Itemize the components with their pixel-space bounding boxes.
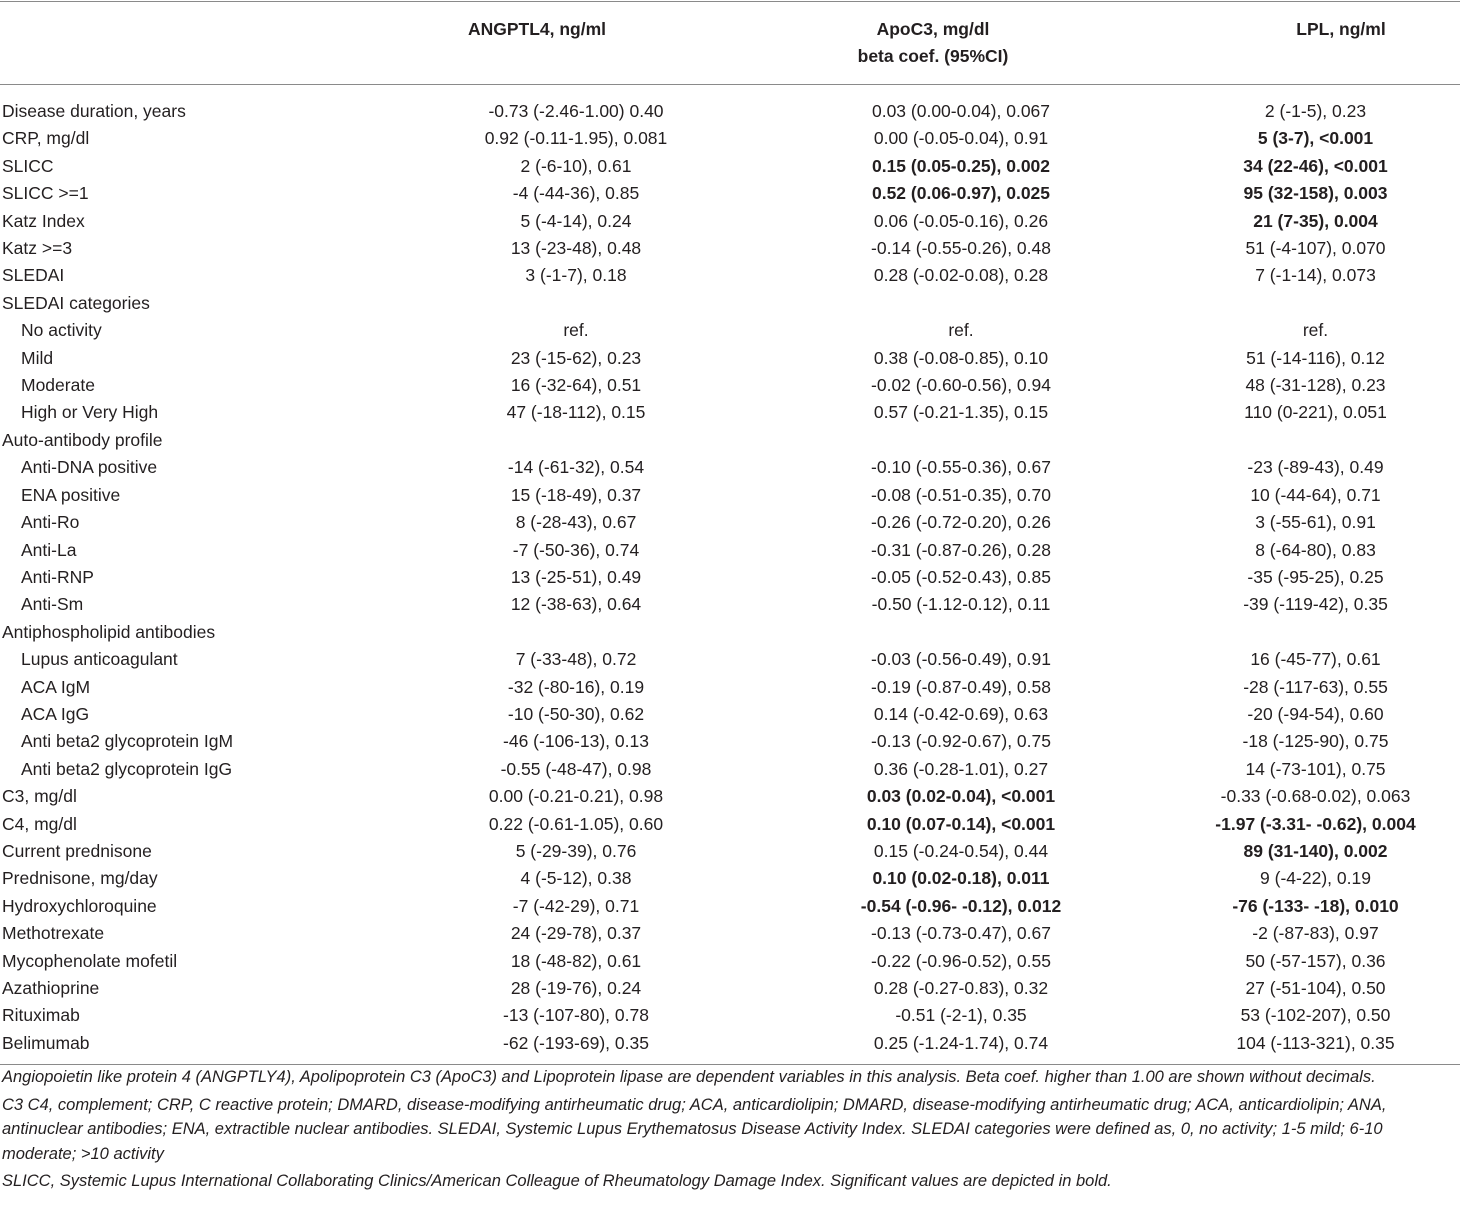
footnote-2: C3 C4, complement; CRP, C reactive protein; DMARD, disease-modifying antirheumatic drug; ACA, anticardiolipin; DMARD, disease-modifying antirheumatic drug; ACA, anticardiolipin; ANA, antinuclear antibodies; ENA, extractible nuclear antibodies. SLEDAI, Systemic Lupus Erythematosus Disease Activity Index. SLEDAI categories were defined as, 0, no activity; 1-5 mild; 6-10 moderate; >10 activity [2, 1095, 1387, 1163]
row-label: Antiphospholipid antibodies [2, 621, 216, 642]
cell-lpl: 3 (-55-61), 0.91 [1255, 512, 1376, 533]
table-row [0, 427, 1460, 454]
cell-angptl4 [401, 290, 751, 317]
row-label: SLICC >=1 [2, 183, 89, 204]
table-row [0, 317, 1460, 344]
row-label: Belimumab [2, 1032, 90, 1053]
cell-angptl4: -14 (-61-32), 0.54 [507, 457, 645, 478]
cell-apoc3: 0.10 (0.07-0.14), <0.001 [866, 813, 1056, 834]
table-row [0, 811, 1460, 838]
row-label: ACA IgM [21, 676, 91, 697]
cell-lpl: 27 (-51-104), 0.50 [1245, 978, 1386, 998]
cell-apoc3: -0.22 (-0.96-0.52), 0.55 [871, 950, 1051, 971]
table-row [0, 208, 1460, 235]
cell-lpl: 10 (-44-64), 0.71 [1250, 484, 1381, 505]
table-row [0, 509, 1460, 536]
row-label: Mycophenolate mofetil [2, 950, 178, 971]
cell-angptl4: -7 (-42-29), 0.71 [512, 895, 640, 916]
cell-angptl4: -10 (-50-30), 0.62 [507, 703, 645, 724]
cell-lpl: 14 (-73-101), 0.75 [1245, 758, 1386, 779]
table-row [0, 728, 1460, 755]
cell-angptl4: 0.92 (-0.11-1.95), 0.081 [484, 128, 668, 149]
cell-apoc3: -0.50 (-1.12-0.12), 0.11 [871, 594, 1051, 615]
table-row [0, 125, 1460, 152]
cell-angptl4 [401, 619, 751, 646]
table-row [0, 454, 1460, 481]
table-row [0, 98, 1460, 125]
cell-apoc3 [751, 619, 1171, 646]
row-label: ACA IgG [21, 703, 90, 724]
row-label: Auto-antibody profile [2, 429, 163, 450]
table-row [0, 399, 1460, 426]
header-lpl: LPL, ng/ml [1296, 19, 1386, 39]
cell-angptl4: 4 (-5-12), 0.38 [520, 868, 632, 889]
row-label: C3, mg/dl [2, 786, 77, 807]
cell-apoc3: -0.14 (-0.55-0.26), 0.48 [871, 238, 1051, 259]
row-label: Anti-DNA positive [21, 457, 158, 478]
table-row [0, 591, 1460, 618]
cell-lpl: -1.97 (-3.31- -0.62), 0.004 [1215, 813, 1416, 834]
table-row [0, 865, 1460, 892]
cell-apoc3: -0.03 (-0.56-0.49), 0.91 [871, 649, 1051, 670]
cell-angptl4: 5 (-29-39), 0.76 [515, 840, 637, 861]
cell-lpl: 8 (-64-80), 0.83 [1255, 539, 1376, 560]
cell-lpl: 34 (22-46), <0.001 [1243, 155, 1388, 176]
footnote-1: Angiopoietin like protein 4 (ANGPTLY4), Apolipoprotein C3 (ApoC3) and Lipoprotein lipase are dependent variables in this analysis. Beta coef. higher than 1.00 are shown without decimals. [2, 1068, 1376, 1087]
cell-lpl: 51 (-4-107), 0.070 [1245, 238, 1386, 259]
cell-angptl4: 2 (-6-10), 0.61 [520, 155, 632, 176]
table-row [0, 564, 1460, 591]
cell-apoc3: -0.02 (-0.60-0.56), 0.94 [871, 375, 1051, 396]
cell-lpl: ref. [1302, 320, 1329, 341]
cell-lpl: 16 (-45-77), 0.61 [1250, 649, 1381, 670]
cell-angptl4: -7 (-50-36), 0.74 [512, 539, 640, 560]
footnote-3: SLICC, Systemic Lupus International Collaborating Clinics/American Colleague of Rheumatology Damage Index. Significant values are depicted in bold. [2, 1172, 1112, 1191]
cell-angptl4: -62 (-193-69), 0.35 [503, 1032, 649, 1053]
cell-lpl [1171, 427, 1460, 454]
cell-angptl4: -46 (-106-13), 0.13 [503, 731, 649, 752]
cell-lpl: 53 (-102-207), 0.50 [1240, 1005, 1391, 1026]
table-row [0, 893, 1460, 920]
cell-angptl4: 7 (-33-48), 0.72 [515, 649, 637, 670]
cell-lpl: -76 (-133- -18), 0.010 [1232, 895, 1399, 916]
table-row [0, 482, 1460, 509]
cell-apoc3: 0.28 (-0.27-0.83), 0.32 [873, 978, 1049, 998]
row-label: C4, mg/dl [2, 813, 77, 834]
cell-angptl4: 8 (-28-43), 0.67 [515, 512, 637, 533]
cell-apoc3: ref. [948, 320, 974, 341]
row-label: Lupus anticoagulant [21, 649, 178, 670]
table-row [0, 948, 1460, 975]
cell-apoc3: 0.06 (-0.05-0.16), 0.26 [873, 210, 1049, 231]
row-label: Rituximab [2, 1005, 80, 1026]
cell-apoc3: -0.51 (-2-1), 0.35 [895, 1005, 1027, 1026]
results-table [0, 1, 1460, 1194]
cell-lpl [1171, 290, 1460, 317]
cell-lpl: -2 (-87-83), 0.97 [1252, 923, 1379, 944]
row-label: Moderate [21, 375, 95, 396]
cell-angptl4: 13 (-25-51), 0.49 [510, 566, 642, 587]
row-label: Hydroxychloroquine [2, 895, 157, 916]
cell-apoc3: 0.15 (-0.24-0.54), 0.44 [873, 840, 1049, 861]
cell-lpl: 89 (31-140), 0.002 [1243, 840, 1388, 861]
cell-apoc3: 0.10 (0.02-0.18), 0.011 [872, 868, 1050, 889]
row-label: Anti beta2 glycoprotein IgM [21, 731, 234, 752]
cell-angptl4: 47 (-18-112), 0.15 [506, 402, 646, 423]
row-label: Anti-Ro [21, 512, 80, 533]
cell-angptl4: -13 (-107-80), 0.78 [503, 1005, 649, 1026]
cell-apoc3: 0.38 (-0.08-0.85), 0.10 [873, 347, 1049, 368]
table-row [0, 920, 1460, 947]
cell-apoc3 [751, 427, 1171, 454]
cell-angptl4 [401, 427, 751, 454]
cell-angptl4: 16 (-32-64), 0.51 [510, 375, 642, 396]
cell-apoc3: -0.13 (-0.92-0.67), 0.75 [871, 731, 1051, 752]
table-row [0, 619, 1460, 646]
header-apoc3 [783, 16, 1083, 70]
cell-apoc3: 0.36 (-0.28-1.01), 0.27 [873, 758, 1049, 779]
table-row [0, 180, 1460, 207]
table-row [0, 345, 1460, 372]
cell-apoc3: 0.57 (-0.21-1.35), 0.15 [873, 402, 1049, 423]
row-label: Katz >=3 [2, 238, 73, 259]
header-apoc3-line1: ApoC3, mg/dl [876, 19, 990, 39]
cell-apoc3: 0.03 (0.02-0.04), <0.001 [866, 786, 1056, 807]
table-row [0, 153, 1460, 180]
cell-apoc3: 0.00 (-0.05-0.04), 0.91 [873, 128, 1049, 149]
table-row [0, 756, 1460, 783]
table-row [0, 838, 1460, 865]
cell-apoc3: -0.26 (-0.72-0.20), 0.26 [871, 512, 1051, 533]
row-label: SLEDAI [2, 265, 65, 286]
cell-lpl: -0.33 (-0.68-0.02), 0.063 [1220, 786, 1411, 807]
row-label: Current prednisone [2, 840, 152, 861]
table-footnotes [0, 1065, 1458, 1194]
table-row [0, 674, 1460, 701]
cell-angptl4: 3 (-1-7), 0.18 [525, 265, 627, 286]
cell-lpl: 48 (-31-128), 0.23 [1245, 375, 1386, 396]
cell-apoc3: 0.28 (-0.02-0.08), 0.28 [873, 265, 1049, 286]
header-apoc3-line2: beta coef. (95%CI) [857, 46, 1009, 66]
cell-lpl: 95 (32-158), 0.003 [1243, 183, 1388, 204]
cell-angptl4: -32 (-80-16), 0.19 [507, 676, 645, 697]
table-body [0, 98, 1460, 1057]
cell-lpl: 21 (7-35), 0.004 [1253, 210, 1378, 231]
table-row [0, 537, 1460, 564]
table-row [0, 646, 1460, 673]
table-row [0, 290, 1460, 317]
row-label: No activity [21, 320, 102, 341]
cell-apoc3: -0.05 (-0.52-0.43), 0.85 [871, 566, 1051, 587]
cell-lpl: -35 (-95-25), 0.25 [1247, 566, 1384, 587]
row-label: SLEDAI categories [2, 292, 150, 313]
cell-lpl: 2 (-1-5), 0.23 [1264, 101, 1367, 121]
cell-lpl: 9 (-4-22), 0.19 [1260, 868, 1371, 889]
header-rule [0, 84, 1460, 85]
row-label: Azathioprine [2, 978, 100, 998]
table-row [0, 262, 1460, 289]
row-label: Anti-Sm [21, 594, 84, 615]
cell-angptl4: 18 (-48-82), 0.61 [510, 950, 642, 971]
row-label: Mild [21, 347, 54, 368]
cell-angptl4: ref. [563, 320, 589, 341]
table-row [0, 235, 1460, 262]
table-row [0, 1002, 1460, 1029]
cell-lpl [1171, 619, 1460, 646]
header-angptl4: ANGPTL4, ng/ml [467, 19, 607, 39]
cell-lpl: 51 (-14-116), 0.12 [1246, 347, 1385, 368]
cell-apoc3 [751, 290, 1171, 317]
cell-angptl4: 5 (-4-14), 0.24 [520, 210, 632, 231]
cell-lpl: 110 (0-221), 0.051 [1244, 402, 1387, 423]
row-label: Anti-RNP [21, 566, 94, 587]
row-label: Prednisone, mg/day [2, 868, 158, 889]
cell-angptl4: -0.73 (-2.46-1.00) 0.40 [488, 101, 664, 121]
cell-lpl: 50 (-57-157), 0.36 [1245, 950, 1386, 971]
cell-angptl4: 13 (-23-48), 0.48 [510, 238, 642, 259]
table-row [0, 1030, 1460, 1057]
cell-angptl4: 0.22 (-0.61-1.05), 0.60 [488, 813, 664, 834]
cell-apoc3: 0.14 (-0.42-0.69), 0.63 [873, 703, 1049, 724]
cell-apoc3: 0.15 (0.05-0.25), 0.002 [871, 155, 1051, 176]
cell-angptl4: 15 (-18-49), 0.37 [510, 484, 642, 505]
cell-angptl4: -4 (-44-36), 0.85 [512, 183, 640, 204]
row-label: SLICC [2, 155, 54, 176]
cell-apoc3: -0.54 (-0.96- -0.12), 0.012 [860, 895, 1062, 916]
cell-apoc3: -0.31 (-0.87-0.26), 0.28 [871, 539, 1051, 560]
cell-lpl: -20 (-94-54), 0.60 [1247, 703, 1384, 724]
table-row [0, 783, 1460, 810]
cell-lpl: 104 (-113-321), 0.35 [1236, 1032, 1395, 1053]
cell-angptl4: 12 (-38-63), 0.64 [510, 594, 642, 615]
table-row [0, 701, 1460, 728]
cell-lpl: -39 (-119-42), 0.35 [1243, 594, 1388, 615]
row-label: Anti-La [21, 539, 77, 560]
row-label: Anti beta2 glycoprotein IgG [21, 758, 233, 779]
table-row [0, 975, 1460, 1002]
cell-lpl: 7 (-1-14), 0.073 [1255, 265, 1376, 286]
row-label: Katz Index [2, 210, 85, 231]
cell-lpl: -18 (-125-90), 0.75 [1242, 731, 1389, 752]
cell-apoc3: -0.19 (-0.87-0.49), 0.58 [871, 676, 1051, 697]
table-header [0, 2, 1460, 84]
row-label: CRP, mg/dl [2, 128, 90, 149]
cell-angptl4: 28 (-19-76), 0.24 [510, 978, 642, 998]
cell-apoc3: 0.03 (0.00-0.04), 0.067 [871, 101, 1051, 121]
cell-angptl4: 0.00 (-0.21-0.21), 0.98 [488, 786, 664, 807]
cell-angptl4: -0.55 (-48-47), 0.98 [500, 758, 652, 779]
row-label: ENA positive [21, 484, 121, 505]
cell-lpl: -23 (-89-43), 0.49 [1247, 457, 1384, 478]
row-label: Disease duration, years [2, 101, 186, 121]
row-label: Methotrexate [2, 923, 105, 944]
cell-angptl4: 24 (-29-78), 0.37 [510, 923, 642, 944]
cell-apoc3: 0.25 (-1.24-1.74), 0.74 [873, 1032, 1049, 1053]
cell-lpl: 5 (3-7), <0.001 [1257, 128, 1374, 149]
table-row [0, 372, 1460, 399]
cell-apoc3: -0.08 (-0.51-0.35), 0.70 [871, 484, 1051, 505]
cell-lpl: -28 (-117-63), 0.55 [1243, 676, 1388, 697]
cell-apoc3: -0.10 (-0.55-0.36), 0.67 [871, 457, 1051, 478]
cell-apoc3: 0.52 (0.06-0.97), 0.025 [871, 183, 1051, 204]
cell-apoc3: -0.13 (-0.73-0.47), 0.67 [871, 923, 1051, 944]
row-label: High or Very High [21, 402, 159, 423]
cell-angptl4: 23 (-15-62), 0.23 [510, 347, 642, 368]
